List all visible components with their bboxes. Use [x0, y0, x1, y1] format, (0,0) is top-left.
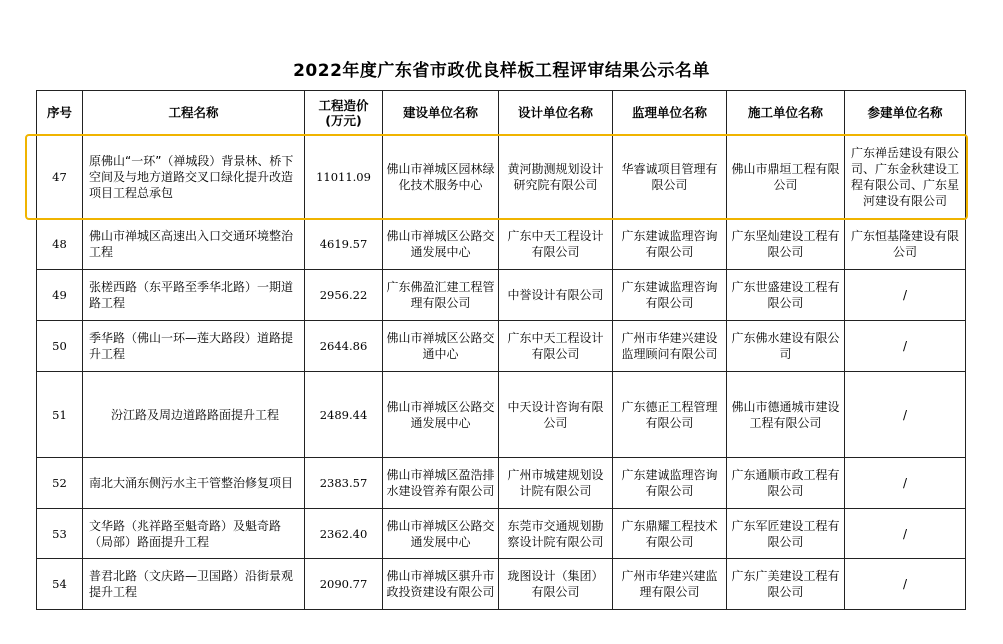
cell-designer: 中誉设计有限公司 — [499, 270, 613, 321]
header-cost — [305, 91, 383, 135]
cell-designer: 中天设计咨询有限公司 — [499, 372, 613, 458]
cell-participant: / — [845, 509, 966, 559]
cell-seq: 50 — [37, 321, 83, 372]
cell-cost: 2383.57 — [305, 458, 383, 509]
header-row — [37, 91, 966, 135]
cell-cost: 2090.77 — [305, 559, 383, 610]
cell-seq: 49 — [37, 270, 83, 321]
table-row — [37, 321, 966, 372]
table-row — [37, 509, 966, 559]
results-table — [36, 90, 966, 610]
cell-builder: 佛山市禅城区骐升市政投资建设有限公司 — [383, 559, 499, 610]
header-designer: 设计单位名称 — [499, 91, 613, 135]
cell-designer: 黄河勘测规划设计研究院有限公司 — [499, 135, 613, 219]
cell-constructor: 佛山市德通城市建设工程有限公司 — [727, 372, 845, 458]
cell-cost: 11011.09 — [305, 135, 383, 219]
header-cost-line2: (万元) — [325, 112, 362, 128]
cell-participant: / — [845, 559, 966, 610]
cell-designer: 广东中天工程设计有限公司 — [499, 219, 613, 270]
cell-constructor: 广东坚灿建设工程有限公司 — [727, 219, 845, 270]
cell-project: 佛山市禅城区高速出入口交通环境整治工程 — [83, 219, 305, 270]
cell-seq: 51 — [37, 372, 83, 458]
cell-seq: 53 — [37, 509, 83, 559]
cell-builder: 佛山市禅城区园林绿化技术服务中心 — [383, 135, 499, 219]
cell-project: 张槎西路（东平路至季华北路）一期道路工程 — [83, 270, 305, 321]
cell-builder: 佛山市禅城区公路交通发展中心 — [383, 509, 499, 559]
cell-participant: / — [845, 321, 966, 372]
cell-constructor: 广东佛水建设有限公司 — [727, 321, 845, 372]
cell-supervisor: 广东建诚监理咨询有限公司 — [613, 458, 727, 509]
table-row — [37, 135, 966, 219]
cell-builder: 佛山市禅城区公路交通发展中心 — [383, 219, 499, 270]
cell-participant: / — [845, 270, 966, 321]
cell-project: 汾江路及周边道路路面提升工程 — [83, 372, 305, 458]
table-row — [37, 458, 966, 509]
cell-designer: 广东中天工程设计有限公司 — [499, 321, 613, 372]
cell-cost: 2956.22 — [305, 270, 383, 321]
cell-supervisor: 广东德正工程管理有限公司 — [613, 372, 727, 458]
cell-designer: 珑图设计（集团）有限公司 — [499, 559, 613, 610]
cell-builder: 佛山市禅城区盈浩排水建设管养有限公司 — [383, 458, 499, 509]
cell-project: 季华路（佛山一环—莲大路段）道路提升工程 — [83, 321, 305, 372]
cell-project: 文华路（兆祥路至魁奇路）及魁奇路（局部）路面提升工程 — [83, 509, 305, 559]
table-row — [37, 372, 966, 458]
cell-supervisor: 广州市华建兴建监理有限公司 — [613, 559, 727, 610]
cell-project: 南北大涌东侧污水主干管整治修复项目 — [83, 458, 305, 509]
header-seq: 序号 — [37, 91, 83, 135]
table-row — [37, 219, 966, 270]
cell-designer: 广州市城建规划设计院有限公司 — [499, 458, 613, 509]
cell-constructor: 广东军匠建设工程有限公司 — [727, 509, 845, 559]
table-row — [37, 559, 966, 610]
cell-constructor: 广东通顺市政工程有限公司 — [727, 458, 845, 509]
cell-project: 原佛山“一环”（禅城段）背景林、桥下空间及与地方道路交叉口绿化提升改造项目工程总承包 — [83, 135, 305, 219]
cell-builder: 广东佛盈汇建工程管理有限公司 — [383, 270, 499, 321]
cell-project: 普君北路（文庆路—卫国路）沿街景观提升工程 — [83, 559, 305, 610]
cell-constructor: 佛山市鼎垣工程有限公司 — [727, 135, 845, 219]
cell-participant: 广东禅岳建设有限公司、广东金秋建设工程有限公司、广东星河建设有限公司 — [845, 135, 966, 219]
header-constructor: 施工单位名称 — [727, 91, 845, 135]
cell-constructor: 广东广美建设工程有限公司 — [727, 559, 845, 610]
header-participant: 参建单位名称 — [845, 91, 966, 135]
cell-supervisor: 华睿诚项目管理有限公司 — [613, 135, 727, 219]
cell-supervisor: 广州市华建兴建设监理顾问有限公司 — [613, 321, 727, 372]
cell-seq: 54 — [37, 559, 83, 610]
header-builder: 建设单位名称 — [383, 91, 499, 135]
header-supervisor: 监理单位名称 — [613, 91, 727, 135]
header-cost-line1: 工程造价 — [318, 97, 369, 113]
cell-builder: 佛山市禅城区公路交通发展中心 — [383, 372, 499, 458]
cell-supervisor: 广东建诚监理咨询有限公司 — [613, 270, 727, 321]
cell-supervisor: 广东建诚监理咨询有限公司 — [613, 219, 727, 270]
cell-builder: 佛山市禅城区公路交通中心 — [383, 321, 499, 372]
cell-seq: 48 — [37, 219, 83, 270]
cell-participant: 广东恒基隆建设有限公司 — [845, 219, 966, 270]
cell-cost: 2489.44 — [305, 372, 383, 458]
header-project: 工程名称 — [83, 91, 305, 135]
cell-participant: / — [845, 458, 966, 509]
cell-seq: 52 — [37, 458, 83, 509]
cell-cost: 2644.86 — [305, 321, 383, 372]
cell-cost: 4619.57 — [305, 219, 383, 270]
cell-participant: / — [845, 372, 966, 458]
cell-supervisor: 广东鼎耀工程技术有限公司 — [613, 509, 727, 559]
cell-seq: 47 — [37, 135, 83, 219]
table-row — [37, 270, 966, 321]
document-title: 2022年度广东省市政优良样板工程评审结果公示名单 — [293, 61, 710, 81]
cell-designer: 东莞市交通规划勘察设计院有限公司 — [499, 509, 613, 559]
cell-cost: 2362.40 — [305, 509, 383, 559]
cell-constructor: 广东世盛建设工程有限公司 — [727, 270, 845, 321]
